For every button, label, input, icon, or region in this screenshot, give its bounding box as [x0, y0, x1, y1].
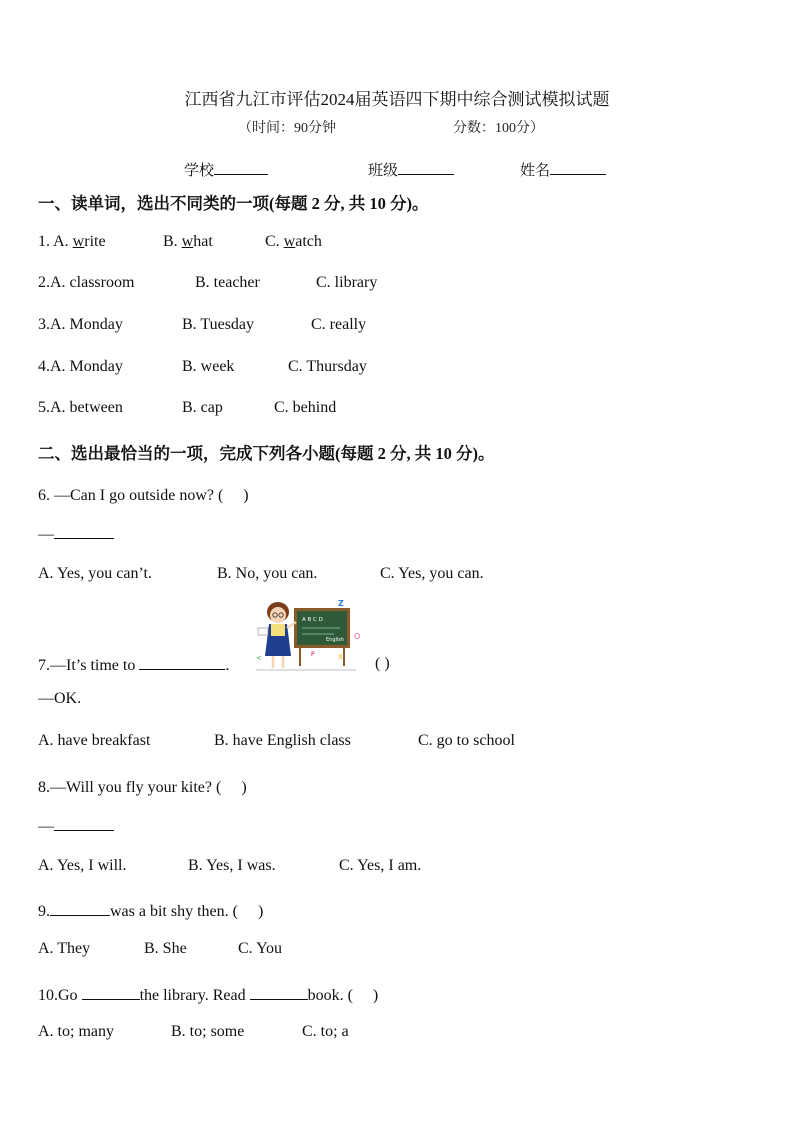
q8-option-b: B. Yes, I was.: [188, 857, 276, 874]
q1-c-underline: w: [283, 233, 296, 250]
question-1: [38, 233, 322, 251]
question-2: [38, 274, 378, 292]
question-3: [38, 316, 367, 334]
q8-option-c: C. Yes, I am.: [339, 857, 422, 874]
q9-stem: [38, 898, 263, 921]
q6-answer-blank: [54, 524, 114, 539]
question-5: [38, 399, 337, 417]
teacher-blackboard-illustration: [256, 598, 368, 672]
q1-option-c: [265, 233, 322, 251]
q7-stem-text: 7.—It’s time to: [38, 657, 136, 674]
q4-option-b: B. week: [182, 358, 235, 375]
q2-option-b: B. teacher: [195, 274, 260, 291]
q7-period: .: [225, 657, 230, 674]
q1-a-underline: w: [72, 233, 85, 250]
q1-c-rest: atch: [295, 233, 322, 250]
school-label: 学校: [184, 163, 215, 179]
q1-b-prefix: B.: [163, 233, 182, 250]
q10-number: 10.Go: [38, 987, 78, 1004]
q1-b-rest: hat: [193, 233, 213, 250]
letter-z-decoration: Z: [338, 599, 344, 608]
school-blank: [214, 160, 268, 175]
teacher-book: [258, 628, 268, 635]
q7-reply: —OK.: [38, 690, 82, 707]
q7-option-a: A. have breakfast: [38, 732, 151, 749]
q10-option-a: A. to; many: [38, 1023, 114, 1040]
teacher-shirt: [271, 624, 285, 636]
q8-reply-dash: —: [38, 818, 54, 835]
name-field: [520, 159, 606, 180]
q9-option-a: A. They: [38, 940, 91, 957]
q6-options: [38, 565, 484, 583]
q9-option-b: B. She: [144, 940, 187, 957]
q9-options: [38, 940, 283, 958]
q7-options: [38, 732, 515, 750]
q6-option-a: A. Yes, you can’t.: [38, 565, 152, 582]
school-field: [184, 159, 268, 180]
question-4: [38, 358, 367, 376]
q9-option-c: C. You: [238, 940, 283, 957]
q10-mid-text: the library. Read: [139, 987, 246, 1004]
letter-c-decoration: <: [256, 654, 262, 662]
q8-options: [38, 857, 422, 875]
q6-option-b: B. No, you can.: [217, 565, 318, 582]
name-label: 姓名: [520, 163, 551, 179]
q3-option-c: C. really: [311, 316, 367, 333]
q6-reply-dash: —: [38, 526, 54, 543]
q10-option-c: C. to; a: [302, 1023, 349, 1040]
q8-answer-blank: [54, 816, 114, 831]
q9-stem-text: was a bit shy then. ( ): [110, 903, 264, 920]
letter-x-decoration: X: [338, 653, 343, 661]
q7-option-b: B. have English class: [214, 732, 351, 749]
q7-answer-paren: ( ): [375, 655, 390, 672]
q5-option-b: B. cap: [182, 399, 223, 416]
score-info: 分数：100分）: [453, 121, 544, 136]
q10-options: [38, 1023, 349, 1041]
teacher-illustration-svg: [256, 598, 368, 672]
q7-answer-blank: [139, 655, 225, 670]
q1-c-prefix: C.: [265, 233, 284, 250]
q1-b-underline: w: [181, 233, 194, 250]
q7-option-c: C. go to school: [418, 732, 515, 749]
q1-number: 1. A.: [38, 233, 73, 250]
class-label: 班级: [368, 163, 399, 179]
q3-option-a: 3.A. Monday: [38, 316, 123, 333]
letter-p-decoration: P: [311, 651, 315, 658]
time-info: （时间：90分钟: [238, 121, 336, 136]
q10-blank-1: [82, 985, 140, 1000]
section2-heading: 二、选出最恰当的一项，完成下列各小题(每题 2 分, 共 10 分)。: [38, 444, 495, 463]
q3-option-b: B. Tuesday: [182, 316, 255, 333]
q2-option-c: C. library: [316, 274, 378, 291]
q10-stem: [38, 982, 378, 1005]
q6-option-c: C. Yes, you can.: [380, 565, 484, 582]
section1-heading: 一、读单词，选出不同类的一项(每题 2 分, 共 10 分)。: [38, 194, 429, 213]
q6-reply: [38, 524, 114, 544]
q5-option-c: C. behind: [274, 399, 337, 416]
q9-answer-blank: [50, 901, 110, 916]
q1-option-b: [163, 233, 213, 251]
board-english-word: English: [326, 637, 345, 643]
board-letters: A B C D: [302, 617, 323, 623]
q7-stem: [38, 655, 229, 675]
q8-reply: [38, 816, 114, 836]
q1-a-rest: rite: [84, 233, 106, 250]
q10-end-text: book. ( ): [307, 987, 379, 1004]
class-field: [368, 159, 454, 180]
q10-option-b: B. to; some: [171, 1023, 245, 1040]
q8-option-a: A. Yes, I will.: [38, 857, 127, 874]
q4-option-c: C. Thursday: [288, 358, 367, 375]
name-blank: [550, 160, 606, 175]
q8-stem: 8.—Will you fly your kite? ( ): [38, 779, 247, 796]
teacher-face: [270, 607, 286, 623]
class-blank: [398, 160, 454, 175]
q6-stem: 6. —Can I go outside now? ( ): [38, 487, 249, 504]
q9-number: 9.: [38, 903, 50, 920]
q4-option-a: 4.A. Monday: [38, 358, 123, 375]
q10-blank-2: [250, 985, 308, 1000]
q2-option-a: 2.A. classroom: [38, 274, 135, 291]
q5-option-a: 5.A. between: [38, 399, 123, 416]
letter-o-decoration: O: [354, 632, 361, 641]
exam-title: 江西省九江市评估2024届英语四下期中综合测试模拟试题: [184, 90, 610, 109]
